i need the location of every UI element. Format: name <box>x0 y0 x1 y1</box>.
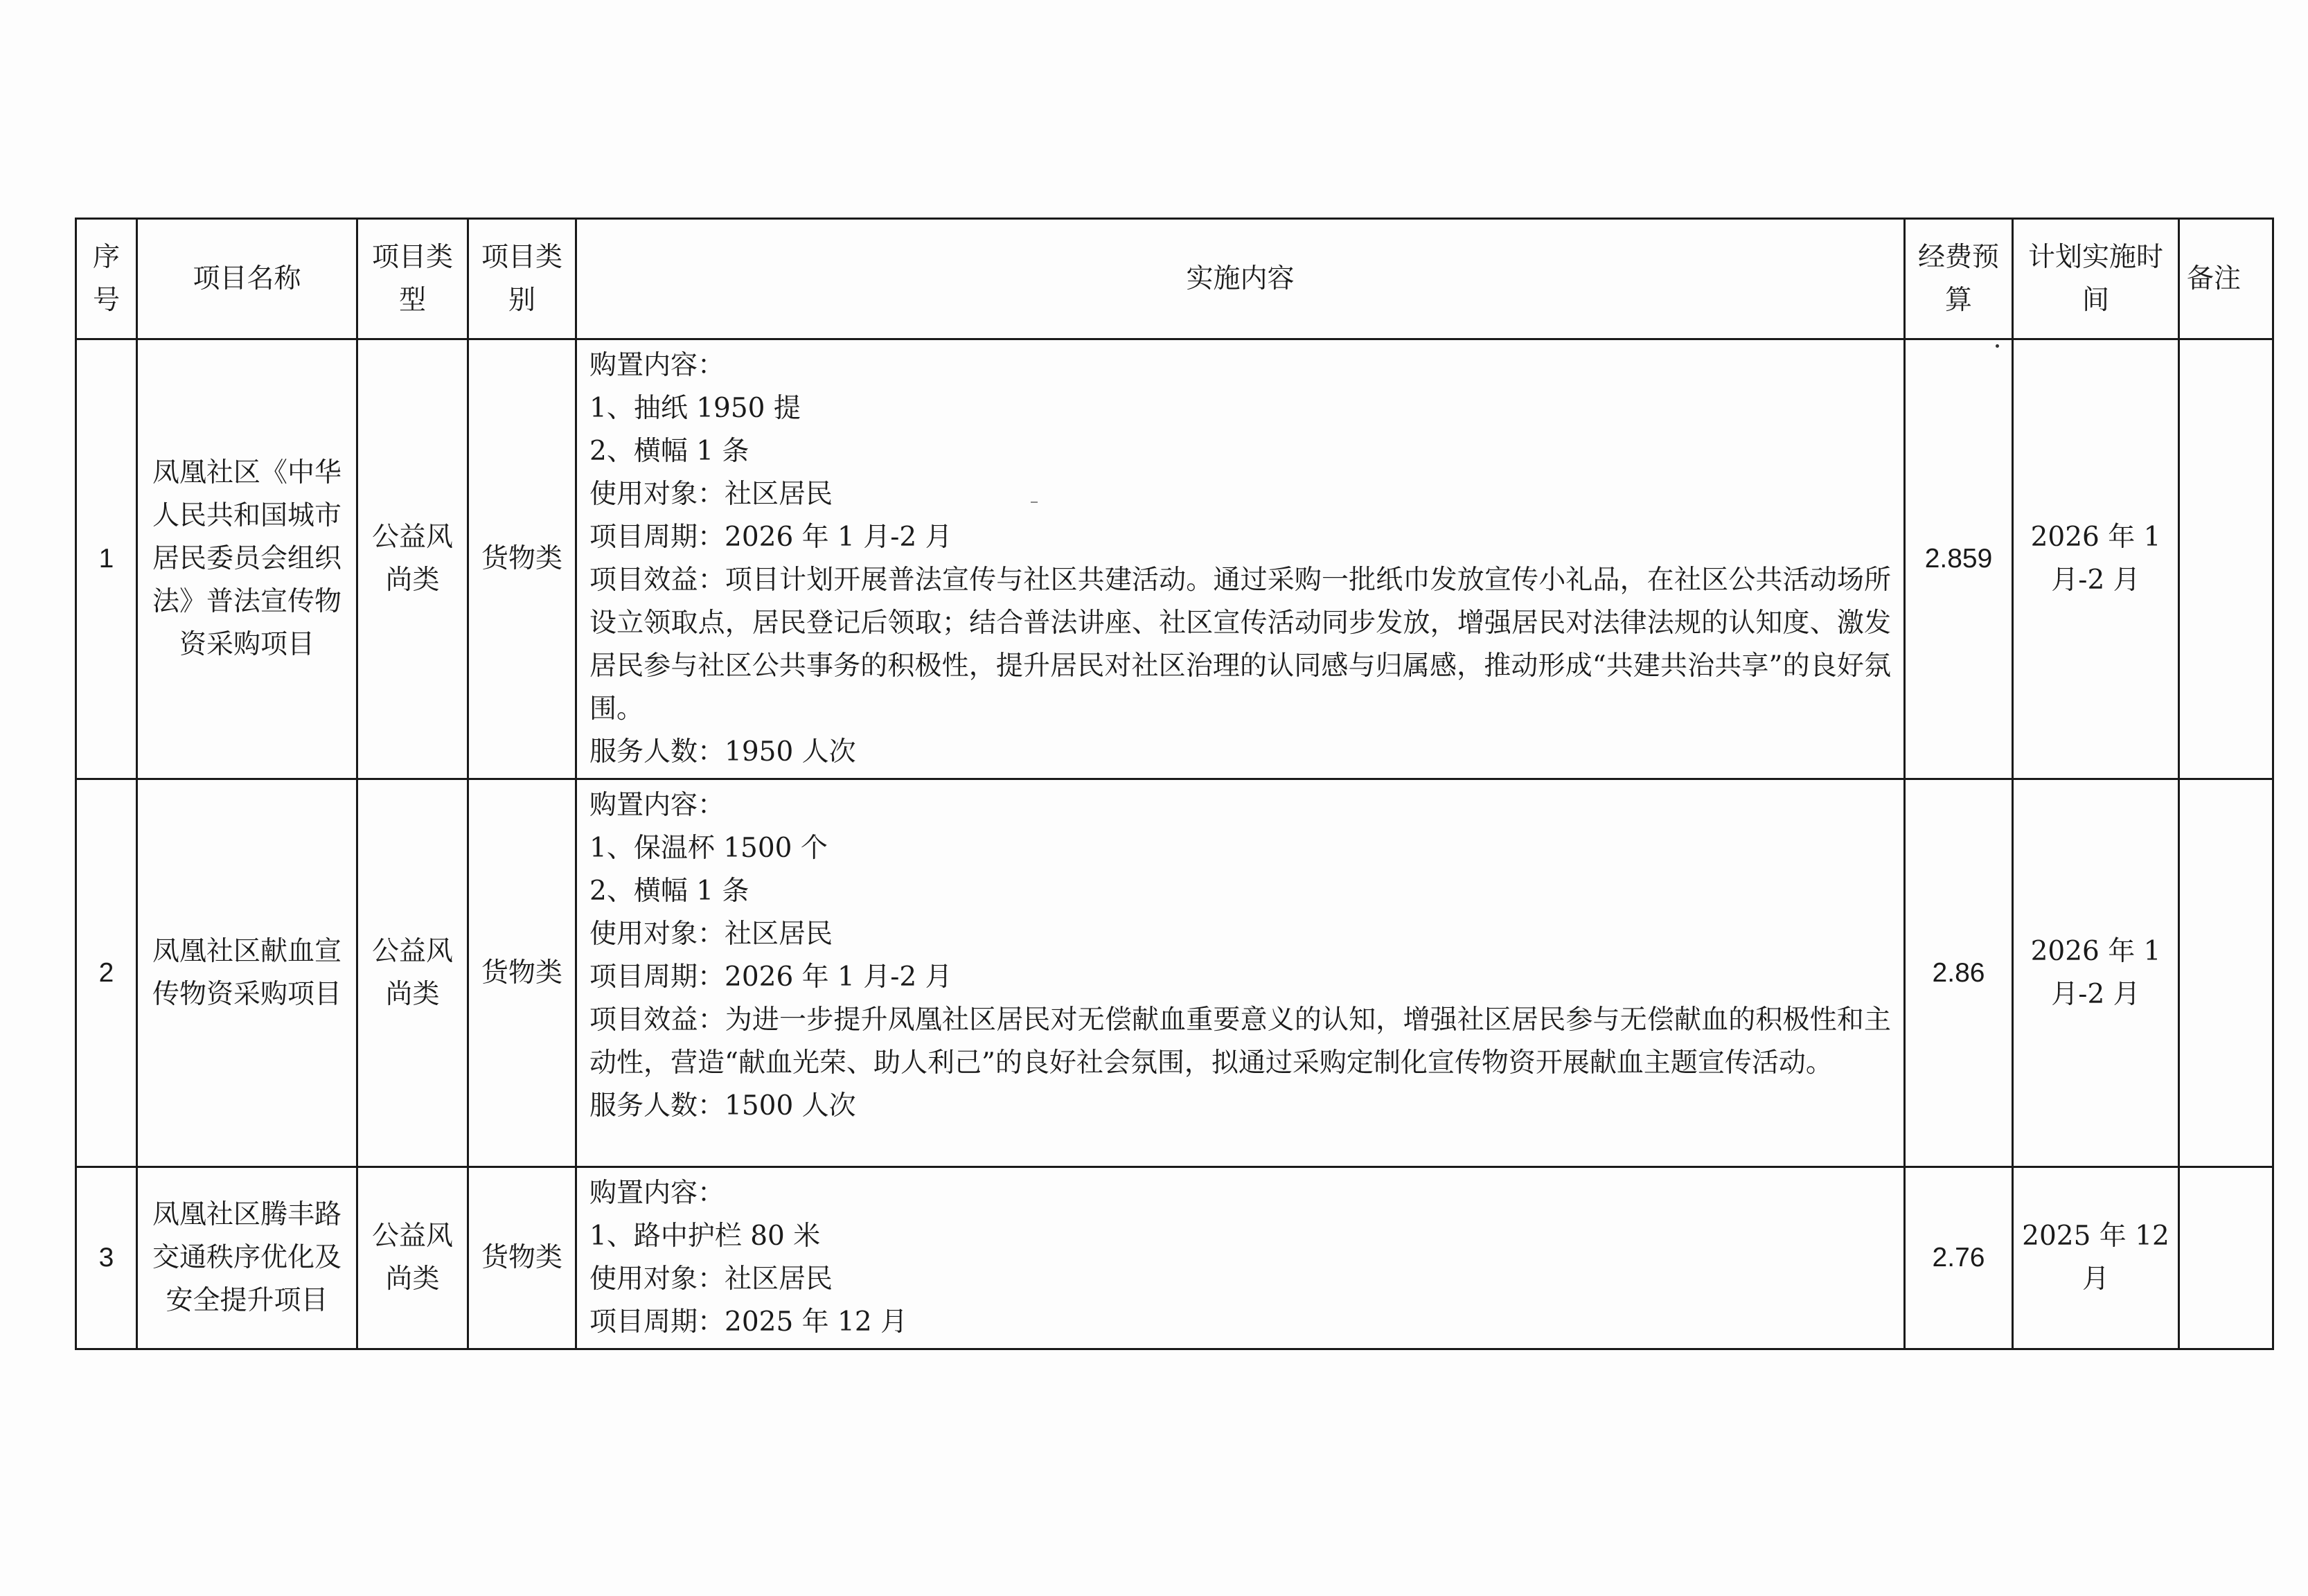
table-row <box>76 339 2273 779</box>
content-line: 购置内容： <box>589 790 725 821</box>
project-effect: 项目效益：为进一步提升凤凰社区居民对无偿献血重要意义的认知，增强社区居民参与无偿献血的积极性和主动性，营造“献血光荣、助人利己”的良好社会氛围，拟通过采购定制化宣传物资开展献血主题宣传活动。 <box>589 1004 1891 1079</box>
row-content <box>576 1167 1905 1349</box>
content-line: 1、保温杯 1500 个 <box>589 833 828 864</box>
row-type: 公益风尚类 <box>357 339 468 779</box>
header-budget: 经费预算 <box>1905 219 2013 339</box>
service-count: 服务人数：1500 人次 <box>589 1090 856 1121</box>
content-line: 2、横幅 1 条 <box>589 876 749 907</box>
header-type: 项目类型 <box>357 219 468 339</box>
content-line: 使用对象：社区居民 <box>589 919 833 950</box>
row-seq <box>76 1167 137 1349</box>
row-type: 公益风尚类 <box>357 1167 468 1349</box>
project-effect: 项目效益：项目计划开展普法宣传与社区共建活动。通过采购一批纸巾发放宣传小礼品，在社区公共活动场所设立领取点，居民登记后领取；结合普法讲座、社区宣传活动同步发放，增强居民对法律法规的认知度、激发居民参与社区公共事务的积极性，提升居民对社区治理的认同感与归属感，推动形成“共建共治共享”的良好氛围。 <box>589 565 1891 725</box>
row-budget-text: 2.859 <box>1924 544 1993 574</box>
row-budget <box>1905 1167 2013 1349</box>
row-seq-text: 1 <box>98 544 114 574</box>
row-seq <box>76 779 137 1167</box>
row-seq-text: 2 <box>98 957 114 988</box>
header-name: 项目名称 <box>137 219 357 339</box>
row-category: 货物类 <box>468 339 576 779</box>
content-line: 购置内容： <box>589 350 725 381</box>
content-line: 项目周期：2026 年 1 月-2 月 <box>589 522 952 553</box>
row-budget-text: 2.86 <box>1932 957 1985 988</box>
service-count: 服务人数：1950 人次 <box>589 736 856 768</box>
header-remark: 备注 <box>2179 219 2273 339</box>
row-name: 凤凰社区献血宣传物资采购项目 <box>137 779 357 1167</box>
content-line: 项目周期：2025 年 12 月 <box>589 1306 908 1338</box>
header-schedule: 计划实施时间 <box>2013 219 2179 339</box>
content-line: 购置内容： <box>589 1178 725 1209</box>
row-schedule: 2025 年 12 月 <box>2013 1167 2179 1349</box>
content-line: 1、抽纸 1950 提 <box>589 393 801 424</box>
row-name: 凤凰社区腾丰路交通秩序优化及安全提升项目 <box>137 1167 357 1349</box>
row-category: 货物类 <box>468 1167 576 1349</box>
content-line: 1、路中护栏 80 米 <box>589 1221 821 1252</box>
row-seq-text: 3 <box>98 1243 114 1273</box>
content-line: 项目周期：2026 年 1 月-2 月 <box>589 961 952 993</box>
row-remark <box>2179 1167 2273 1349</box>
table-row <box>76 1167 2273 1349</box>
row-budget-text: 2.76 <box>1932 1243 1985 1273</box>
row-schedule: 2026 年 1 月-2 月 <box>2013 779 2179 1167</box>
row-budget <box>1905 339 2013 779</box>
row-seq <box>76 339 137 779</box>
row-content <box>576 779 1905 1167</box>
row-budget <box>1905 779 2013 1167</box>
content-line: 使用对象：社区居民 <box>589 1264 833 1295</box>
row-schedule: 2026 年 1 月-2 月 <box>2013 339 2179 779</box>
row-name: 凤凰社区《中华人民共和国城市居民委员会组织法》普法宣传物资采购项目 <box>137 339 357 779</box>
header-row <box>76 219 2273 339</box>
header-seq: 序号 <box>76 219 137 339</box>
row-category: 货物类 <box>468 779 576 1167</box>
scan-speck <box>1996 344 1999 348</box>
header-category: 项目类别 <box>468 219 576 339</box>
project-plan-table <box>75 218 2274 1350</box>
row-content <box>576 339 1905 779</box>
table-row <box>76 779 2273 1167</box>
row-type: 公益风尚类 <box>357 779 468 1167</box>
content-line: 2、横幅 1 条 <box>589 436 749 467</box>
row-remark <box>2179 339 2273 779</box>
row-remark <box>2179 779 2273 1167</box>
header-content: 实施内容 <box>576 219 1905 339</box>
content-line: 使用对象：社区居民 <box>589 479 833 510</box>
scan-speck <box>1031 502 1038 503</box>
